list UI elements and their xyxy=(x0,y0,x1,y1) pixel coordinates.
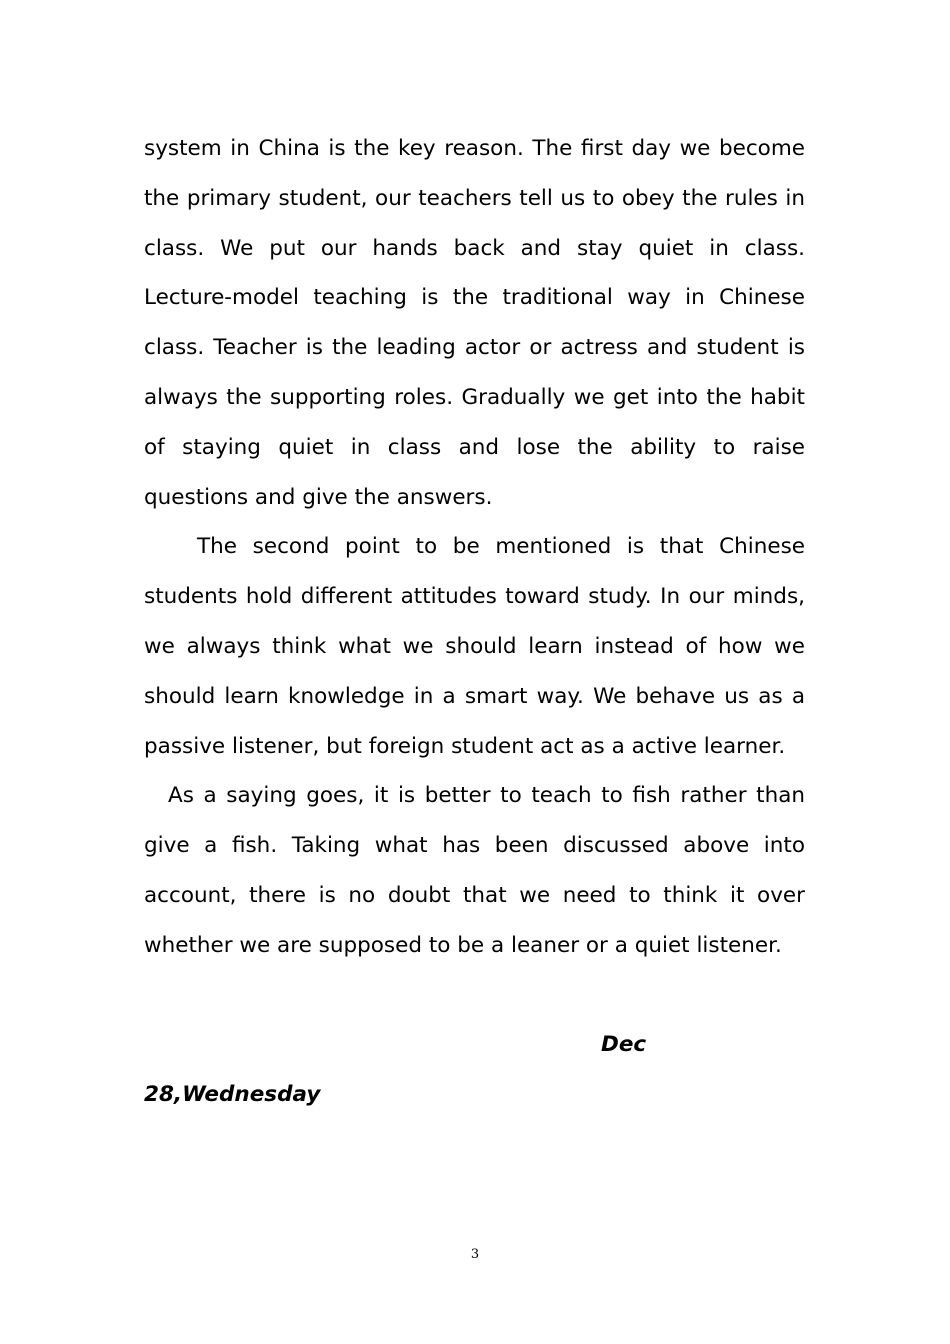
page-number: 3 xyxy=(470,1247,480,1262)
paragraph-continuation: system in China is the key reason. The first day we become the primary student, our teachers tell us to obey the rules in class. We put our hands back and stay quiet in class. Lecture-model teaching is the traditional way in Chinese class. Teacher is the leading actor or actress and student is always the supporting roles. Gradually we get into the habit of staying quiet in class and lose the ability to raise questions and give the answers. xyxy=(144,136,805,510)
body-text xyxy=(144,124,805,1120)
date-month: Dec xyxy=(601,1032,647,1058)
date-day: 28,Wednesday xyxy=(144,1082,321,1108)
paragraph-second-point: The second point to be mentioned is that Chinese students hold different attitudes toward study. In our minds, we always think what we should learn instead of how we should learn knowledge in a smart way. We behave us as a passive listener, but foreign student act as a active learner. xyxy=(144,534,805,759)
paragraph-conclusion: As a saying goes, it is better to teach to fish rather than give a fish. Taking what has been discussed above into account, there is no doubt that we need to think it over whether we are supposed to be a leaner or a quiet listener. xyxy=(144,783,805,958)
blank-line xyxy=(144,971,805,1021)
